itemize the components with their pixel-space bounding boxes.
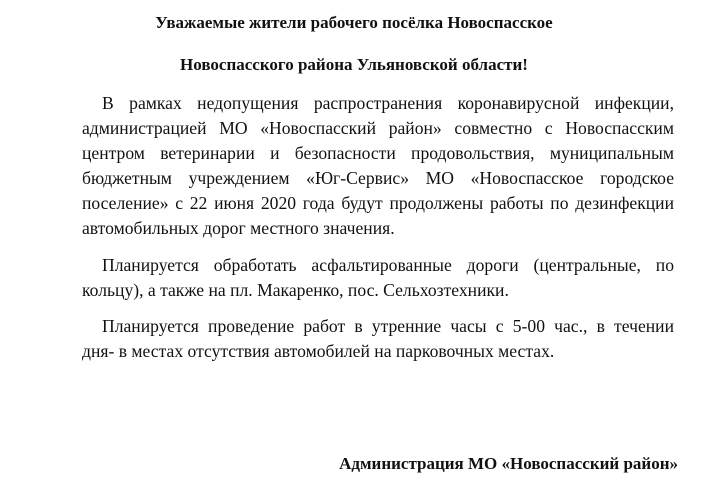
paragraph-roads — [82, 253, 674, 303]
paragraph-line: центром ветеринарии и безопасности продовольствия, муниципальным — [82, 143, 674, 163]
paragraph-line: администрацией МО «Новоспасский район» совместно с Новоспасским — [82, 118, 674, 138]
paragraph-line: В рамках недопущения распространения коронавирусной инфекции, — [102, 93, 674, 113]
paragraph-line: Планируется обработать асфальтированные дороги (центральные, по — [102, 255, 674, 275]
paragraph-line: бюджетным учреждением «Юг-Сервис» МО «Новоспасское городское — [82, 168, 674, 188]
paragraph-line: автомобильных дорог местного значения. — [82, 218, 395, 238]
heading-line-2: Новоспасского района Ульяновской области! — [180, 55, 528, 74]
paragraph-disinfection — [82, 91, 674, 241]
paragraph-line: Планируется проведение работ в утренние часы с 5-00 час., в течении — [102, 316, 674, 336]
paragraph-line: кольцу), а также на пл. Макаренко, пос. Сельхозтехники. — [82, 280, 509, 300]
paragraph-line: дня- в местах отсутствия автомобилей на парковочных местах. — [82, 341, 555, 361]
paragraph-line: поселение» с 22 июня 2020 года будут продолжены работы по дезинфекции — [82, 193, 674, 213]
signature: Администрация МО «Новоспасский район» — [339, 454, 678, 473]
paragraph-schedule — [82, 314, 674, 364]
heading-line-1: Уважаемые жители рабочего посёлка Новоспасское — [155, 13, 553, 32]
